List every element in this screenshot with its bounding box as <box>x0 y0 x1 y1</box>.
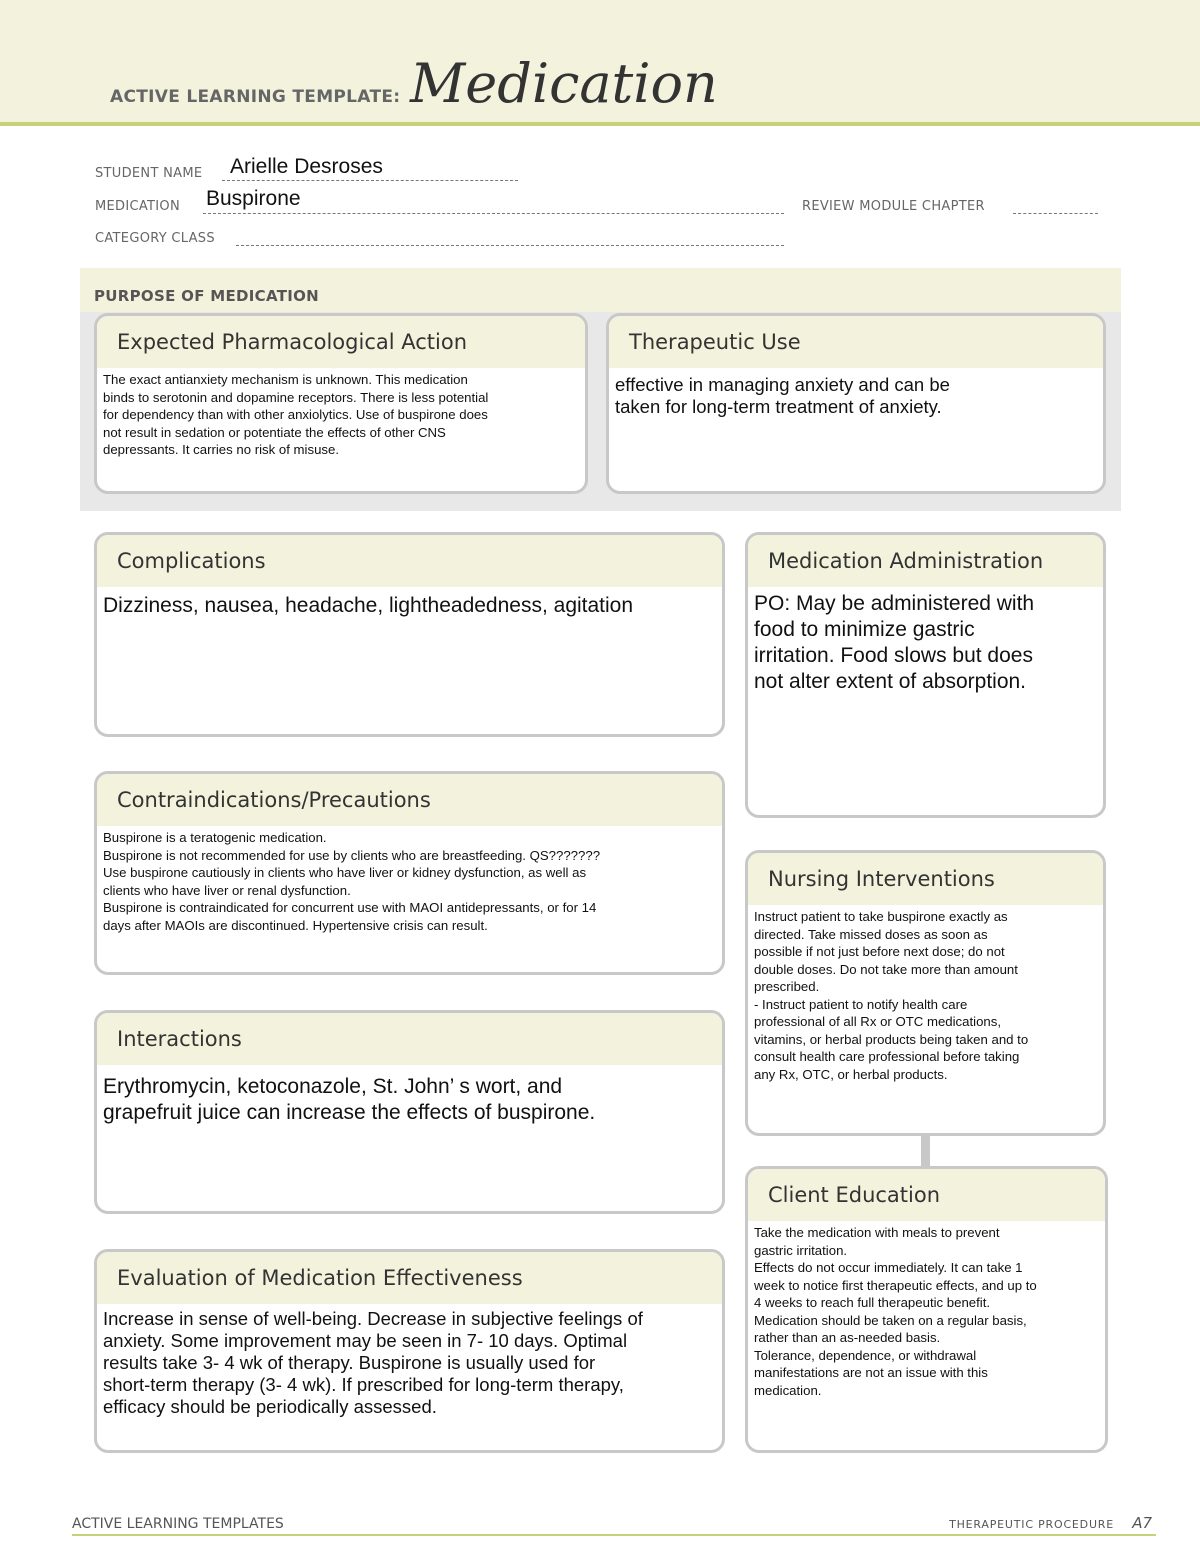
template-label: ACTIVE LEARNING TEMPLATE: <box>110 87 401 107</box>
administration-text[interactable]: PO: May be administered with food to minimize gastric irritation. Food slows but does not alter extent of absorption. <box>754 592 1035 693</box>
administration-card <box>745 532 1106 818</box>
expected-action-title: Expected Pharmacological Action <box>97 316 585 368</box>
nursing-text[interactable]: Instruct patient to take buspirone exactly as directed. Take missed doses as soon as possible if not just before next dose; do not double doses. Do not take more than amount prescribed. - Instruct patient to notify health care professional of all Rx or OTC medications, vitamins, or herbal products being taken and to consult health care professional before taking any Rx, OTC, or herbal products. <box>754 909 1029 1082</box>
complications-title: Complications <box>97 535 722 587</box>
student-name-label: STUDENT NAME <box>95 166 203 181</box>
evaluation-title: Evaluation of Medication Effectiveness <box>97 1252 722 1304</box>
interactions-title: Interactions <box>97 1013 722 1065</box>
footer-right: THERAPEUTIC PROCEDURE <box>949 1518 1114 1531</box>
evaluation-card <box>94 1249 725 1453</box>
therapeutic-use-text[interactable]: effective in managing anxiety and can be taken for long-term treatment of anxiety. <box>615 374 950 417</box>
review-module-line[interactable] <box>1013 213 1098 214</box>
administration-title: Medication Administration <box>748 535 1103 587</box>
expected-action-card <box>94 313 588 494</box>
medication-line <box>203 213 784 214</box>
nursing-card <box>745 850 1106 1136</box>
therapeutic-use-card <box>606 313 1106 494</box>
contraindications-title: Contraindications/Precautions <box>97 774 722 826</box>
footer-page-number: A7 <box>1132 1514 1152 1532</box>
client-education-card <box>745 1166 1108 1453</box>
client-education-title: Client Education <box>748 1169 1105 1221</box>
purpose-label: PURPOSE OF MEDICATION <box>94 287 320 305</box>
contraindications-text[interactable]: Buspirone is a teratogenic medication. Buspirone is not recommended for use by clients who are breastfeeding. QS??????? Use buspirone cautiously in clients who have liver or kidney dysfunction, as well as clients who have liver or renal dysfunction. Buspirone is contraindicated for concurrent use with MAOI antidepressants, or for 14 days after MAOIs are discontinued. Hypertensive crisis can result. <box>103 830 601 933</box>
category-class-label: CATEGORY CLASS <box>95 231 215 246</box>
category-class-line[interactable] <box>236 245 784 246</box>
interactions-text[interactable]: Erythromycin, ketoconazole, St. John’ s wort, and grapefruit juice can increase the effects of buspirone. <box>103 1075 596 1124</box>
client-education-text[interactable]: Take the medication with meals to prevent gastric irritation. Effects do not occur immediately. It can take 1 week to notice first therapeutic effects, and up to 4 weeks to reach full therapeutic benefit. Medication should be taken on a regular basis, rather than an as-needed basis. Tolerance, dependence, or withdrawal manifestations are not an issue with this medication. <box>754 1225 1037 1398</box>
expected-action-text[interactable]: The exact antianxiety mechanism is unknown. This medication binds to serotonin and dopamine receptors. There is less potential for dependency than with other anxiolytics. Use of buspirone does not result in sedation or potentiate the effects of other CNS depressants. It carries no risk of misuse. <box>103 372 489 457</box>
review-module-label: REVIEW MODULE CHAPTER <box>802 199 985 214</box>
page-title: Medication <box>410 52 718 115</box>
card-connector <box>921 1134 930 1166</box>
medication-label: MEDICATION <box>95 199 180 214</box>
student-name-line <box>222 180 518 181</box>
evaluation-text[interactable]: Increase in sense of well-being. Decrease in subjective feelings of anxiety. Some improvement may be seen in 7- 10 days. Optimal results take 3- 4 wk of therapy. Buspirone is usually used for short-term therapy (3- 4 wk). If prescribed for long-term therapy, efficacy should be periodically assessed. <box>103 1308 643 1417</box>
nursing-title: Nursing Interventions <box>748 853 1103 905</box>
complications-card <box>94 532 725 737</box>
header-rule <box>0 122 1200 126</box>
contraindications-card <box>94 771 725 975</box>
footer-left: ACTIVE LEARNING TEMPLATES <box>72 1516 284 1532</box>
therapeutic-use-title: Therapeutic Use <box>609 316 1103 368</box>
medication-value[interactable]: Buspirone <box>206 187 301 210</box>
footer-rule <box>72 1534 1156 1536</box>
interactions-card <box>94 1010 725 1214</box>
complications-text[interactable]: Dizziness, nausea, headache, lightheadedness, agitation <box>103 594 634 617</box>
student-name-value[interactable]: Arielle Desroses <box>230 155 383 178</box>
